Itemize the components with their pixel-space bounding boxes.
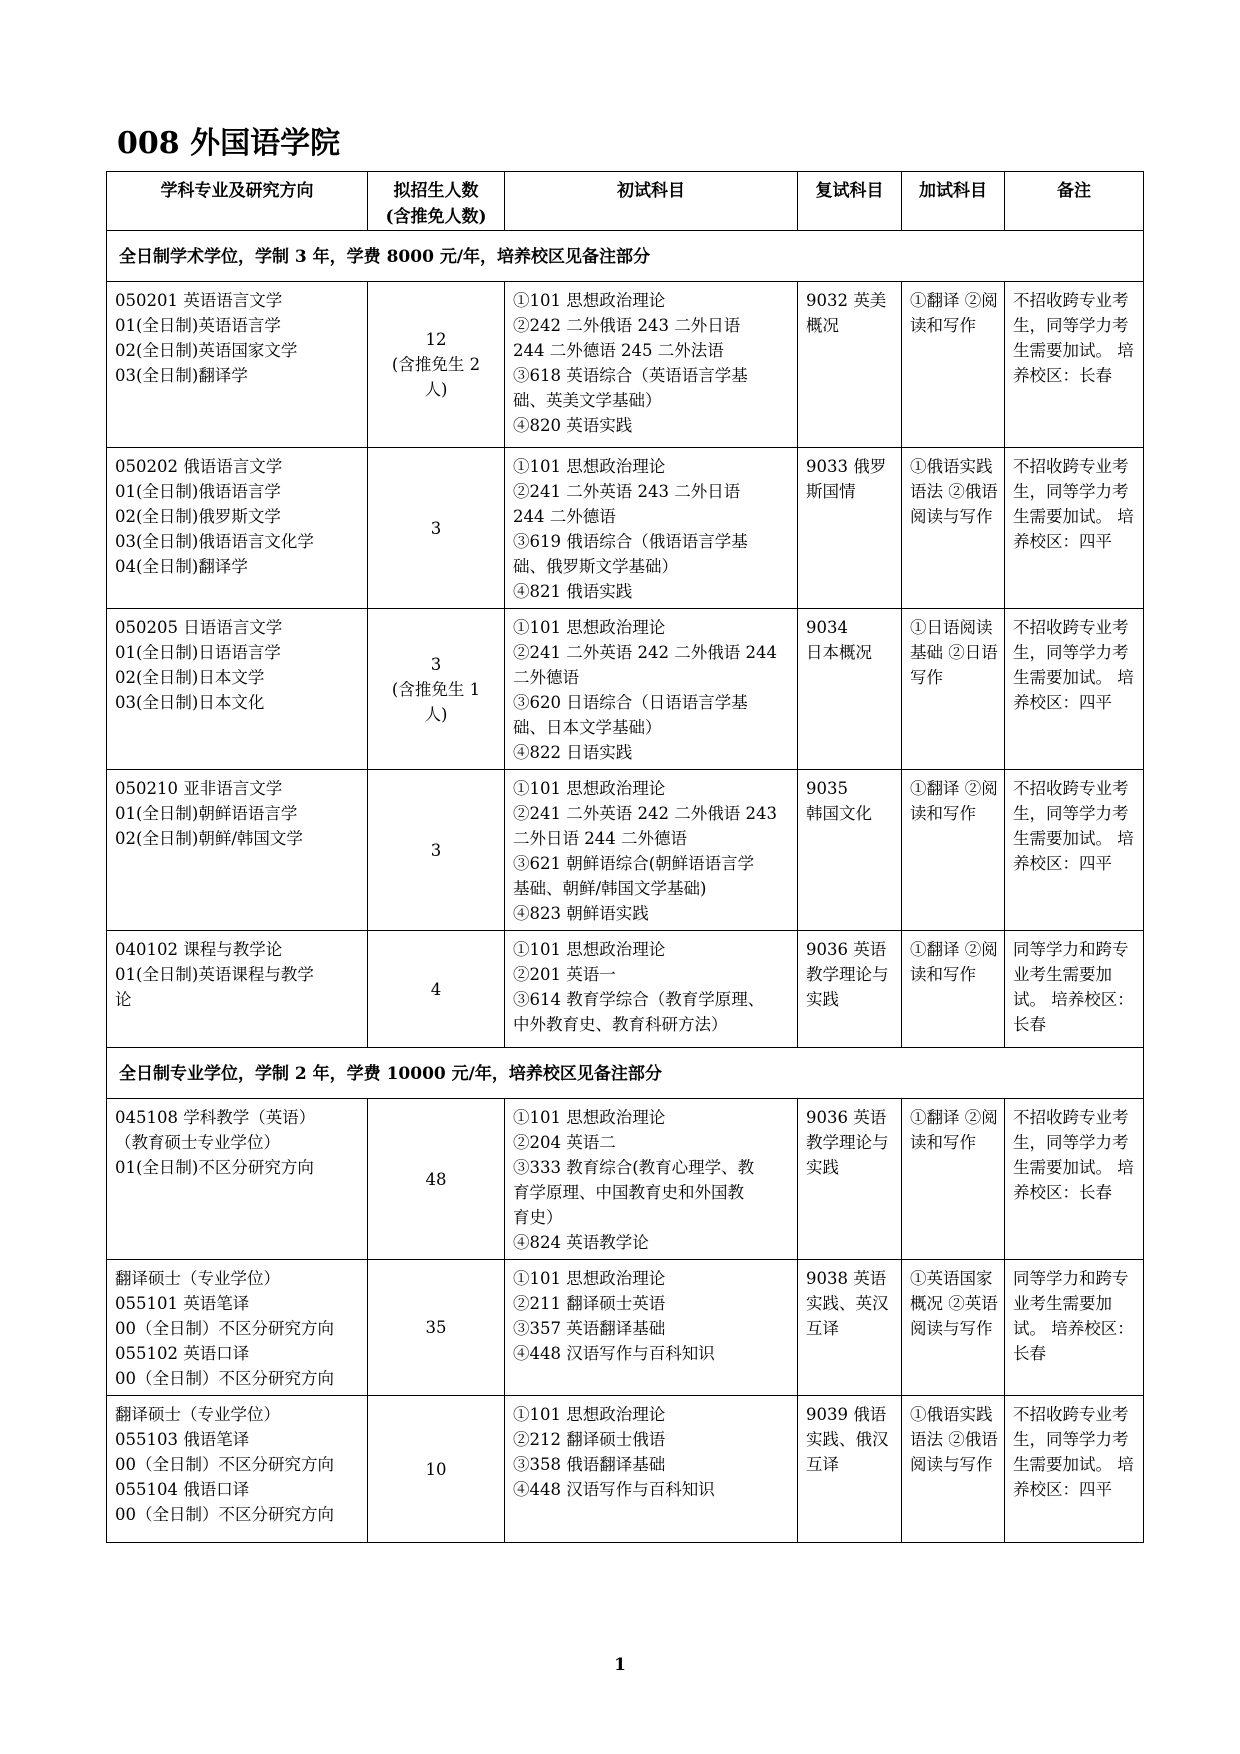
header-quota-sub: (含推免人数) — [385, 207, 487, 227]
major-line: 论 — [115, 990, 132, 1009]
exam-subject-line: ①101 思想政治理论 — [513, 291, 666, 310]
admissions-table — [106, 171, 1144, 1543]
exam-subject-line: 二外德语 — [513, 668, 579, 687]
exam-subject-line: 244 二外德语 245 二外法语 — [513, 341, 724, 360]
note-cell: 不招收跨专业考生，同等学力考生需要加试。 培养校区：四平 — [1005, 1396, 1144, 1543]
extra-subject-cell: ①翻译 ②阅读和写作 — [902, 282, 1005, 448]
section-heading: 全日制学术学位，学制 3 年，学费 8000 元/年，培养校区见备注部分 — [107, 231, 1144, 282]
header-quota — [368, 172, 505, 231]
table-header-row — [107, 172, 1144, 231]
table-row — [107, 1099, 1144, 1260]
major-line: 02(全日制)俄罗斯文学 — [115, 507, 281, 526]
exam-subjects-cell — [505, 1099, 798, 1260]
quota-line: 人) — [424, 380, 448, 399]
quota-line: 10 — [425, 1459, 447, 1479]
exam-subject-line: 育学原理、中国教育史和外国教 — [513, 1183, 744, 1202]
major-cell — [107, 931, 368, 1048]
major-line: 03(全日制)俄语语言文化学 — [115, 532, 314, 551]
exam-subjects-cell — [505, 1396, 798, 1543]
quota-cell — [368, 770, 505, 931]
major-line: 055103 俄语笔译 — [115, 1430, 250, 1449]
exam-subject-line: ②241 二外英语 242 二外俄语 243 — [513, 804, 777, 823]
major-cell — [107, 1099, 368, 1260]
major-line: 00（全日制）不区分研究方向 — [115, 1369, 334, 1388]
exam-subject-line: ①101 思想政治理论 — [513, 940, 666, 959]
major-line: 050202 俄语语言文学 — [115, 457, 283, 476]
exam-subjects-cell — [505, 770, 798, 931]
exam-subject-line: ③618 英语综合（英语语言学基 — [513, 366, 748, 385]
exam-subjects-cell — [505, 1260, 798, 1396]
exam-subjects-cell — [505, 448, 798, 609]
major-line: 03(全日制)日本文化 — [115, 693, 265, 712]
page-title: 008 外国语学院 — [117, 126, 341, 161]
quota-cell — [368, 609, 505, 770]
quota-line: 12 — [425, 330, 447, 349]
section-heading: 全日制专业学位，学制 2 年，学费 10000 元/年，培养校区见备注部分 — [107, 1048, 1144, 1099]
exam-subject-line: 础、俄罗斯文学基础） — [513, 557, 678, 576]
exam-subject-line: ④821 俄语实践 — [513, 582, 633, 601]
major-line: 055104 俄语口译 — [115, 1480, 250, 1499]
major-line: 055102 英语口译 — [115, 1344, 250, 1363]
exam-subject-line: ①101 思想政治理论 — [513, 457, 666, 476]
exam-subject-line: 基础、朝鲜/韩国文学基础) — [513, 879, 707, 898]
quota-cell — [368, 282, 505, 448]
exam-subject-line: ③358 俄语翻译基础 — [513, 1455, 666, 1474]
exam-subject-line: ①101 思想政治理论 — [513, 1269, 666, 1288]
quota-cell — [368, 448, 505, 609]
major-line: （教育硕士专业学位） — [115, 1133, 280, 1152]
exam-subject-line: ①101 思想政治理论 — [513, 618, 666, 637]
major-cell — [107, 282, 368, 448]
exam-subject-line: ①101 思想政治理论 — [513, 779, 666, 798]
extra-subject-cell: ①日语阅读基础 ②日语写作 — [902, 609, 1005, 770]
quota-cell — [368, 931, 505, 1048]
header-exam: 初试科目 — [505, 172, 798, 231]
exam-subject-line: ②241 二外英语 242 二外俄语 244 — [513, 643, 777, 662]
exam-subject-line: ④823 朝鲜语实践 — [513, 904, 649, 923]
extra-subject-cell: ①俄语实践语法 ②俄语阅读与写作 — [902, 1396, 1005, 1543]
exam-subject-line: 244 二外德语 — [513, 507, 616, 526]
exam-subjects-cell — [505, 282, 798, 448]
exam-subjects-cell — [505, 609, 798, 770]
header-quota-label: 拟招生人数 — [393, 181, 479, 201]
note-cell: 同等学力和跨专业考生需要加试。 培养校区：长春 — [1005, 931, 1144, 1048]
major-line: 03(全日制)翻译学 — [115, 366, 248, 385]
exam-subjects-cell — [505, 931, 798, 1048]
major-line: 00（全日制）不区分研究方向 — [115, 1505, 334, 1524]
exam-subject-line: ④822 日语实践 — [513, 743, 633, 762]
extra-subject-cell: ①翻译 ②阅读和写作 — [902, 770, 1005, 931]
note-cell: 不招收跨专业考生，同等学力考生需要加试。 培养校区：四平 — [1005, 609, 1144, 770]
major-cell — [107, 448, 368, 609]
note-cell: 同等学力和跨专业考生需要加试。 培养校区：长春 — [1005, 1260, 1144, 1396]
header-major: 学科专业及研究方向 — [107, 172, 368, 231]
retest-subject-cell: 9036 英语教学理论与实践 — [798, 931, 902, 1048]
major-line: 02(全日制)朝鲜/韩国文学 — [115, 829, 303, 848]
exam-subject-line: ②242 二外俄语 243 二外日语 — [513, 316, 741, 335]
table-row — [107, 1396, 1144, 1543]
major-line: 01(全日制)朝鲜语语言学 — [115, 804, 298, 823]
major-line: 050201 英语语言文学 — [115, 291, 283, 310]
header-note: 备注 — [1005, 172, 1144, 231]
major-line: 055101 英语笔译 — [115, 1294, 250, 1313]
table-row — [107, 448, 1144, 609]
quota-line: 人) — [424, 704, 448, 724]
major-line: 04(全日制)翻译学 — [115, 557, 248, 576]
exam-subject-line: 育史） — [513, 1208, 563, 1227]
exam-subject-line: ②201 英语一 — [513, 965, 616, 984]
quota-line: 3 — [430, 654, 442, 674]
note-cell: 不招收跨专业考生，同等学力考生需要加试。 培养校区：长春 — [1005, 282, 1144, 448]
major-line: 050205 日语语言文学 — [115, 618, 283, 637]
exam-subject-line: ②211 翻译硕士英语 — [513, 1294, 666, 1313]
extra-subject-cell: ①英语国家概况 ②英语阅读与写作 — [902, 1260, 1005, 1396]
major-line: 00（全日制）不区分研究方向 — [115, 1319, 334, 1338]
major-line: 00（全日制）不区分研究方向 — [115, 1455, 334, 1474]
quota-cell — [368, 1260, 505, 1396]
exam-subject-line: ①101 思想政治理论 — [513, 1405, 666, 1424]
extra-subject-cell: ①翻译 ②阅读和写作 — [902, 931, 1005, 1048]
exam-subject-line: ②212 翻译硕士俄语 — [513, 1430, 666, 1449]
exam-subject-line: ②241 二外英语 243 二外日语 — [513, 482, 741, 501]
quota-line: 48 — [425, 1169, 447, 1189]
retest-subject-cell: 9033 俄罗斯国情 — [798, 448, 902, 609]
retest-subject-cell: 9035 韩国文化 — [798, 770, 902, 931]
quota-line: 3 — [430, 840, 442, 860]
major-line: 01(全日制)日语语言学 — [115, 643, 281, 662]
header-retest: 复试科目 — [798, 172, 902, 231]
exam-subject-line: 中外教育史、教育科研方法） — [513, 1015, 728, 1034]
exam-subject-line: ③620 日语综合（日语语言学基 — [513, 693, 748, 712]
major-cell — [107, 609, 368, 770]
retest-subject-cell: 9038 英语实践、英汉互译 — [798, 1260, 902, 1396]
exam-subject-line: 础、英美文学基础） — [513, 391, 662, 410]
exam-subject-line: ③357 英语翻译基础 — [513, 1319, 666, 1338]
major-line: 02(全日制)日本文学 — [115, 668, 265, 687]
major-cell — [107, 1396, 368, 1543]
major-line: 045108 学科教学（英语） — [115, 1108, 316, 1127]
table-row — [107, 1260, 1144, 1396]
quota-line: (含推免生 1 — [391, 679, 481, 699]
exam-subject-line: ④824 英语教学论 — [513, 1233, 649, 1252]
major-line: 01(全日制)英语语言学 — [115, 316, 281, 335]
quota-cell — [368, 1396, 505, 1543]
major-line: 翻译硕士（专业学位） — [115, 1269, 280, 1288]
exam-subject-line: ③621 朝鲜语综合(朝鲜语语言学 — [513, 854, 755, 873]
major-line: 050210 亚非语言文学 — [115, 779, 283, 798]
retest-subject-cell: 9036 英语教学理论与实践 — [798, 1099, 902, 1260]
major-line: 翻译硕士（专业学位） — [115, 1405, 280, 1424]
exam-subject-line: ④448 汉语写作与百科知识 — [513, 1480, 715, 1499]
extra-subject-cell: ①翻译 ②阅读和写作 — [902, 1099, 1005, 1260]
major-line: 040102 课程与教学论 — [115, 940, 283, 959]
quota-line: 3 — [430, 518, 442, 538]
note-cell: 不招收跨专业考生，同等学力考生需要加试。 培养校区：四平 — [1005, 448, 1144, 609]
exam-subject-line: ②204 英语二 — [513, 1133, 616, 1152]
quota-cell — [368, 1099, 505, 1260]
table-body — [107, 231, 1144, 1543]
major-line: 02(全日制)英语国家文学 — [115, 341, 298, 360]
major-cell — [107, 1260, 368, 1396]
page-number: 1 — [614, 1655, 626, 1675]
note-cell: 不招收跨专业考生，同等学力考生需要加试。 培养校区：四平 — [1005, 770, 1144, 931]
exam-subject-line: 二外日语 244 二外德语 — [513, 829, 687, 848]
exam-subject-line: 础、日本文学基础） — [513, 718, 662, 737]
table-row — [107, 931, 1144, 1048]
retest-subject-cell: 9034 日本概况 — [798, 609, 902, 770]
header-extra: 加试科目 — [902, 172, 1005, 231]
quota-line: 4 — [430, 979, 442, 999]
quota-line: (含推免生 2 — [391, 355, 481, 374]
table-row — [107, 282, 1144, 448]
major-line: 01(全日制)俄语语言学 — [115, 482, 281, 501]
note-cell: 不招收跨专业考生，同等学力考生需要加试。 培养校区：长春 — [1005, 1099, 1144, 1260]
section-row — [107, 1048, 1144, 1099]
extra-subject-cell: ①俄语实践语法 ②俄语阅读与写作 — [902, 448, 1005, 609]
section-row — [107, 231, 1144, 282]
exam-subject-line: ③614 教育学综合（教育学原理、 — [513, 990, 765, 1009]
table-row — [107, 770, 1144, 931]
exam-subject-line: ④448 汉语写作与百科知识 — [513, 1344, 715, 1363]
major-line: 01(全日制)不区分研究方向 — [115, 1158, 314, 1177]
retest-subject-cell: 9032 英美概况 — [798, 282, 902, 448]
exam-subject-line: ④820 英语实践 — [513, 416, 633, 435]
exam-subject-line: ③333 教育综合(教育心理学、教 — [513, 1158, 755, 1177]
exam-subject-line: ③619 俄语综合（俄语语言学基 — [513, 532, 748, 551]
retest-subject-cell: 9039 俄语实践、俄汉互译 — [798, 1396, 902, 1543]
quota-line: 35 — [425, 1318, 447, 1337]
major-cell — [107, 770, 368, 931]
exam-subject-line: ①101 思想政治理论 — [513, 1108, 666, 1127]
major-line: 01(全日制)英语课程与教学 — [115, 965, 314, 984]
table-row — [107, 609, 1144, 770]
